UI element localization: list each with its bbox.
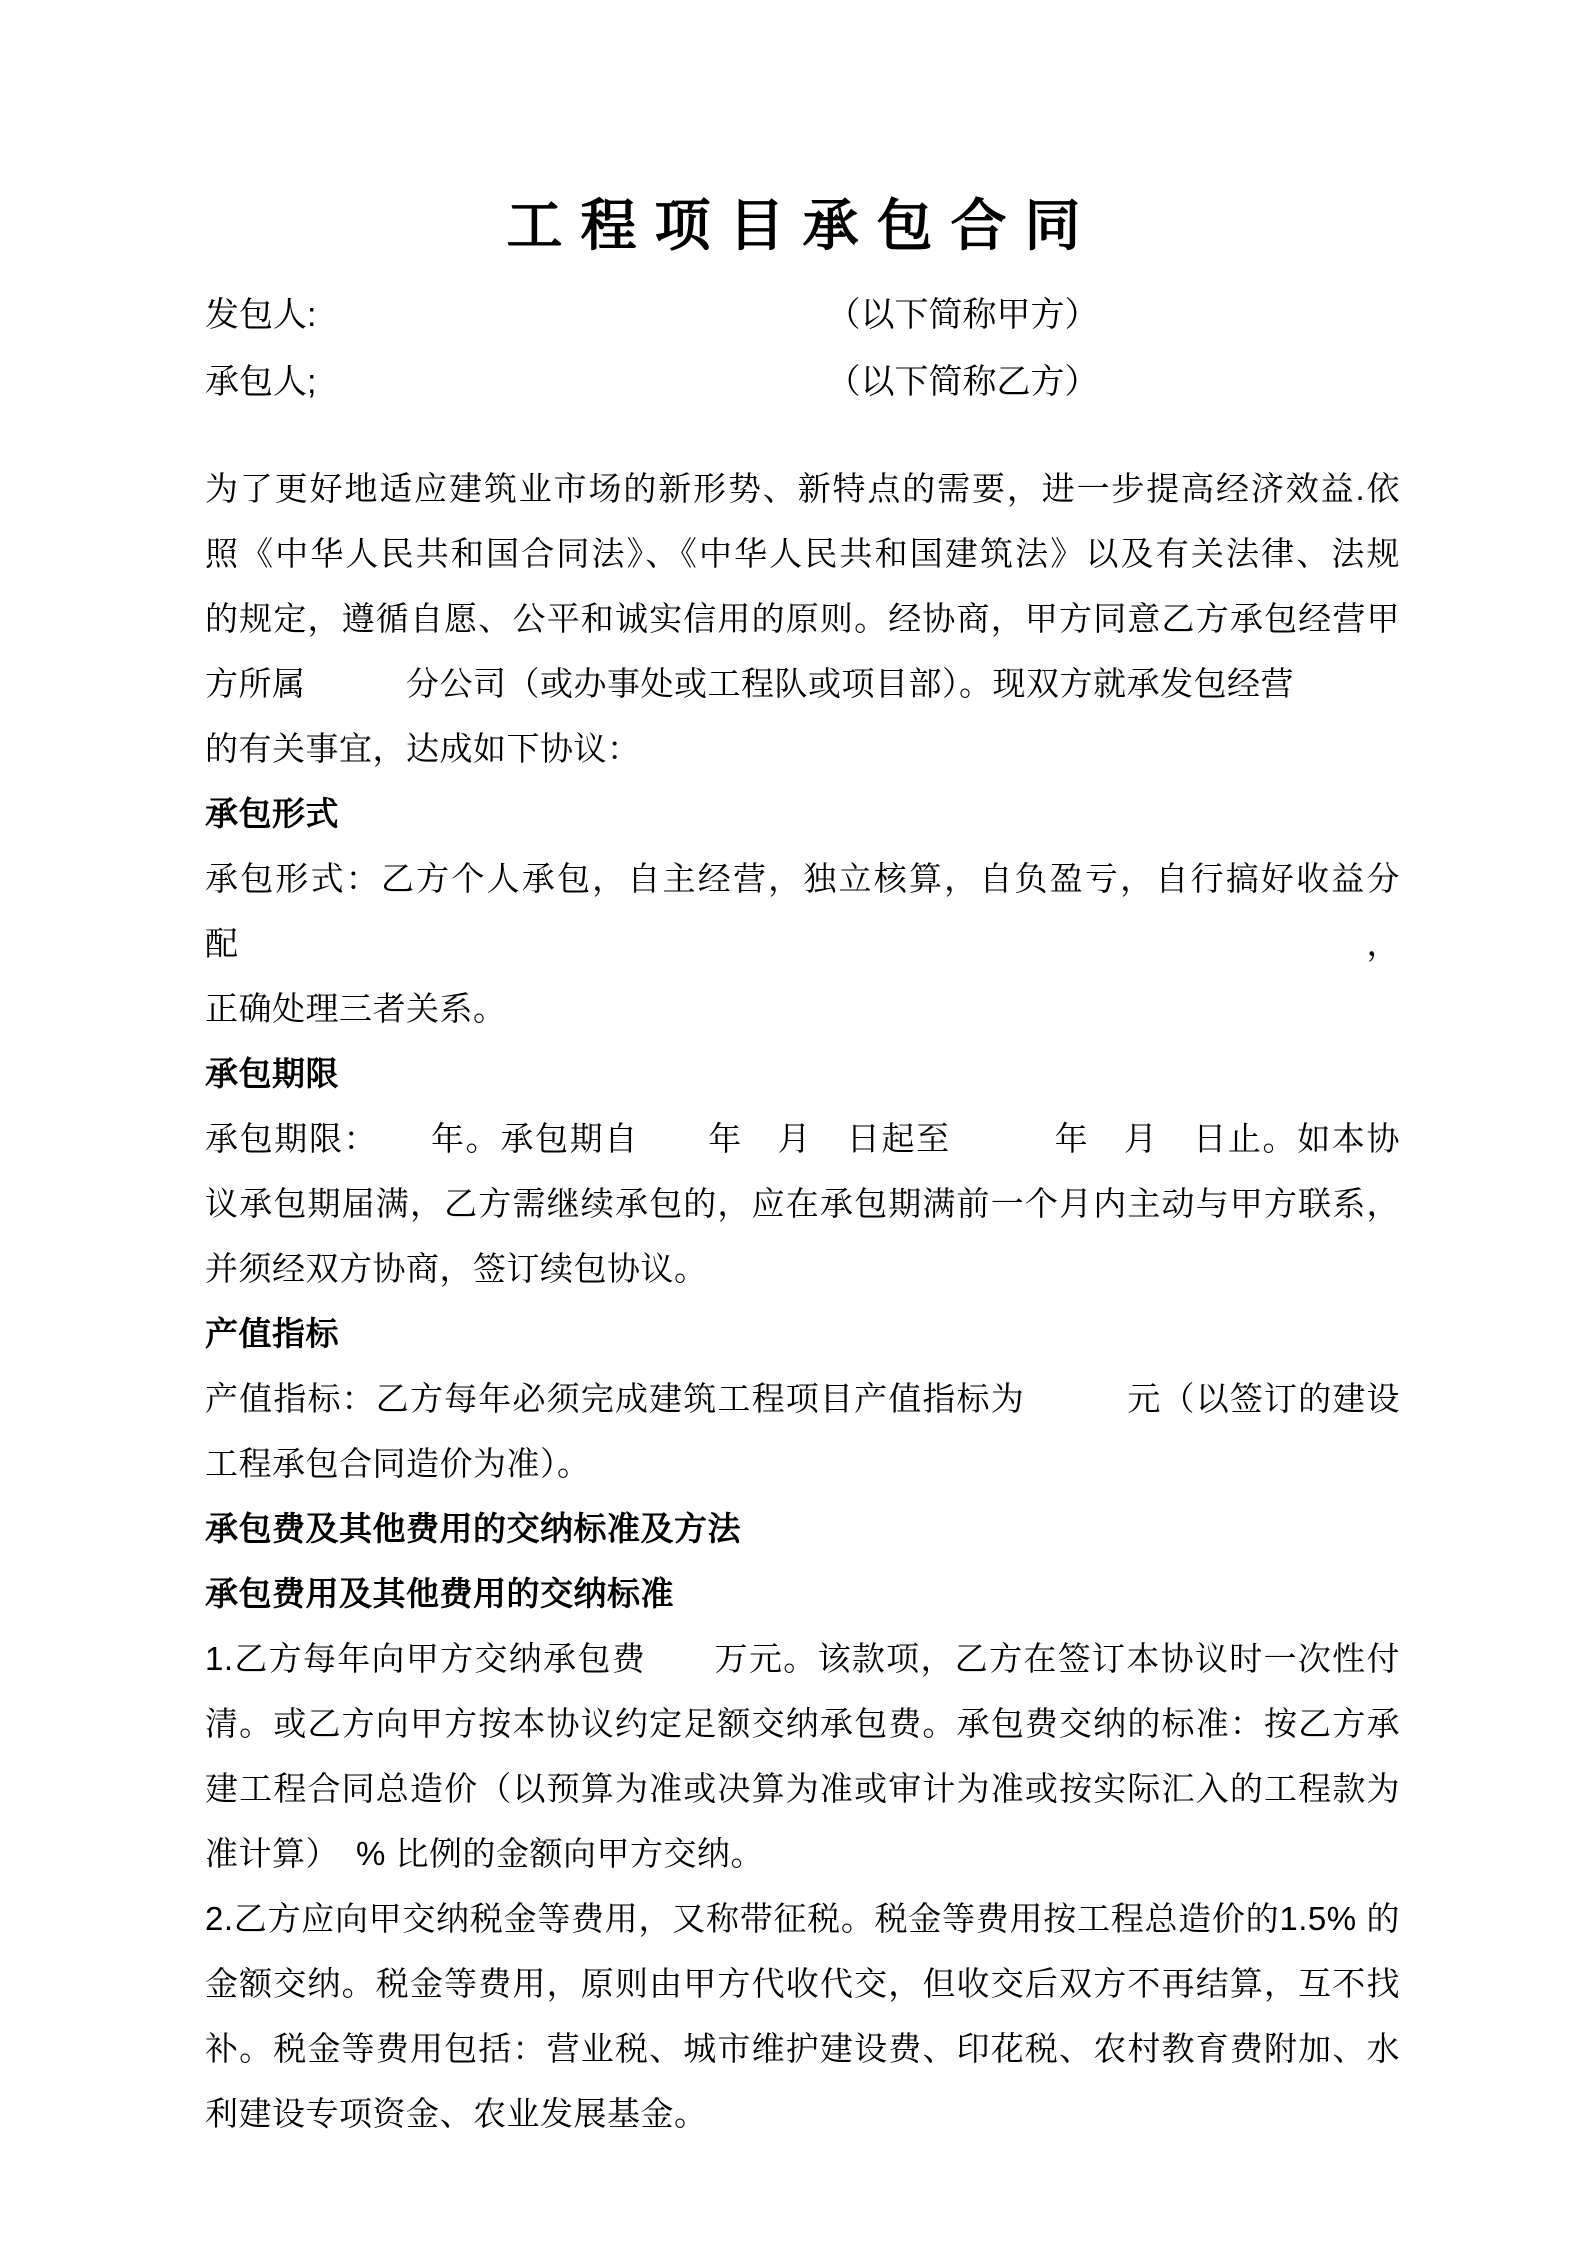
section-heading: 承包形式 — [205, 795, 339, 832]
contractor-label: 承包人; — [205, 363, 317, 401]
employer-alias: （以下简称甲方） — [826, 296, 1099, 334]
text-line: 工程承包合同造价为准）。 — [205, 1445, 591, 1482]
text-line: 的有关事宜，达成如下协议： — [205, 730, 641, 767]
text-line: 1.乙方每年向甲方交纳承包费 万元。该款项，乙方在签订本协议时一次性付 — [205, 1640, 1400, 1677]
text-line: 的规定，遵循自愿、公平和诚实信用的原则。经协商，甲方同意乙方承包经营甲 — [205, 600, 1400, 637]
text-line: 补。税金等费用包括：营业税、城市维护建设费、印花税、农村教育费附加、水 — [205, 2030, 1400, 2067]
text-line: 利建设专项资金、农业发展基金。 — [205, 2095, 708, 2132]
contractor-alias: （以下简称乙方） — [826, 363, 1099, 401]
text-line: 清。或乙方向甲方按本协议约定足额交纳承包费。承包费交纳的标准：按乙方承 — [205, 1705, 1400, 1742]
text-line: 建工程合同总造价（以预算为准或决算为准或审计为准或按实际汇入的工程款为 — [205, 1770, 1400, 1807]
party-row-employer — [205, 282, 1400, 349]
text-line: 金额交纳。税金等费用，原则由甲方代收代交，但收交后双方不再结算，互不找 — [205, 1965, 1400, 2002]
section-heading: 产值指标 — [205, 1315, 339, 1352]
text-line: 并须经双方协商，签订续包协议。 — [205, 1250, 708, 1287]
section-heading: 承包费用及其他费用的交纳标准 — [205, 1575, 674, 1612]
text-line: 为了更好地适应建筑业市场的新形势、新特点的需要，进一步提高经济效益.依 — [205, 470, 1400, 507]
party-row-contractor — [205, 349, 1400, 416]
text-line: 议承包期届满，乙方需继续承包的，应在承包期满前一个月内主动与甲方联系， — [205, 1185, 1400, 1222]
text-line: 2.乙方应向甲交纳税金等费用，又称带征税。税金等费用按工程总造价的1.5% 的 — [205, 1900, 1400, 1937]
text-line: 准计算） % 比例的金额向甲方交纳。 — [205, 1835, 765, 1872]
text-line: 照《中华人民共和国合同法》、《中华人民共和国建筑法》以及有关法律、法规 — [205, 535, 1400, 572]
text-line: 承包期限： 年。承包期自 年 月 日起至 年 月 日止。如本协 — [205, 1120, 1400, 1157]
text-line: 产值指标：乙方每年必须完成建筑工程项目产值指标为 元（以签订的建设 — [205, 1380, 1400, 1417]
section-heading: 承包费及其他费用的交纳标准及方法 — [205, 1510, 741, 1547]
document-title: 工程项目承包合同 — [506, 194, 1099, 257]
employer-label: 发包人: — [205, 296, 317, 334]
text-line: 方所属 分公司（或办事处或工程队或项目部）。现双方就承发包经营 — [205, 665, 1294, 702]
parties-block — [205, 282, 1400, 416]
document-body — [205, 456, 1400, 2146]
text-line: 正确处理三者关系。 — [205, 990, 507, 1027]
text-line: 承包形式：乙方个人承包，自主经营，独立核算，自负盈亏，自行搞好收益分配， — [205, 860, 1400, 962]
section-heading: 承包期限 — [205, 1055, 339, 1092]
